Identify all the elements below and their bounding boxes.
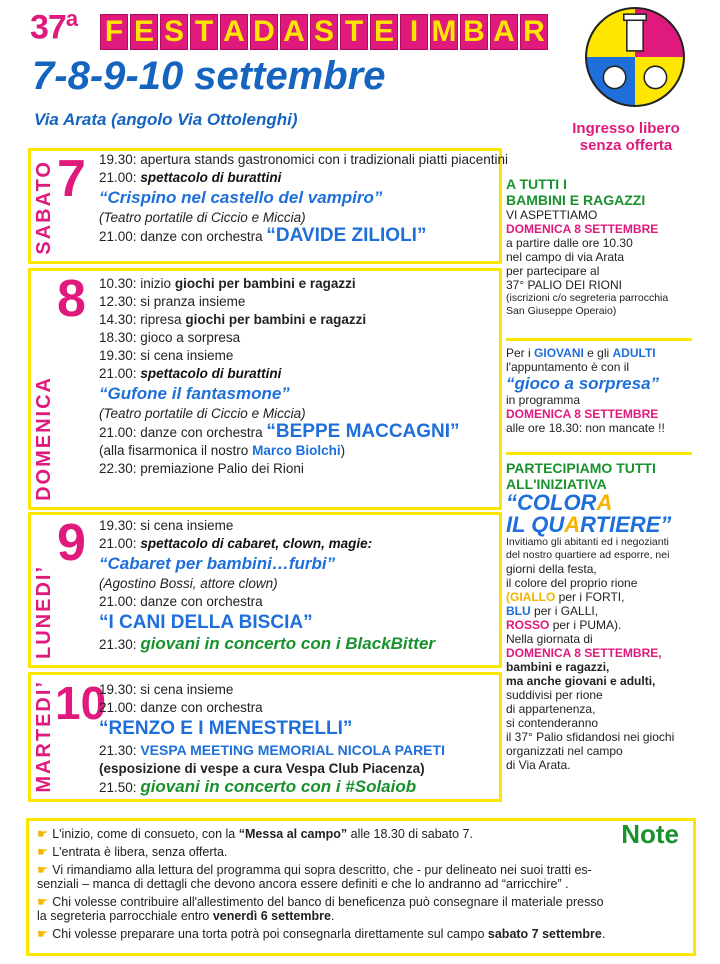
- day-number: 8: [57, 270, 86, 328]
- program-line: (Teatro portatile di Ciccio e Miccia): [99, 210, 306, 225]
- free-entry-notice: Ingresso libero senza offerta: [572, 120, 680, 154]
- notes-title: Note: [621, 819, 679, 849]
- pointing-hand-icon: ☛: [37, 827, 49, 841]
- day-number: 7: [57, 150, 86, 208]
- title-letter-tile: A: [280, 14, 308, 50]
- program-line: 18.30: gioco a sorpresa: [99, 330, 241, 345]
- program-line: 21.00: danze con orchestra “BEPPE MACCAGNI”: [99, 421, 460, 442]
- title-letter-tile: B: [460, 14, 488, 50]
- title-letter-tile: E: [370, 14, 398, 50]
- show-title: “Cabaret per bambini…furbi”: [99, 554, 336, 573]
- program-line: 21.00: spettacolo di burattini: [99, 170, 282, 185]
- note-line: ☛ Vi rimandiamo alla lettura del programma qui sopra descritto, che - pur delineato nei suoi tratti es-: [37, 863, 592, 877]
- program-line: 22.30: premiazione Palio dei Rioni: [99, 461, 304, 476]
- title-letter-tile: T: [340, 14, 368, 50]
- note-line: ☛ Chi volesse contribuire all'allestimento del banco di beneficenza può consegnare il materiale presso: [37, 895, 604, 909]
- program-line: 21.50: giovani in concerto con i #Solaiob: [99, 777, 417, 796]
- pointing-hand-icon: ☛: [37, 863, 49, 877]
- title-letter-tile: S: [310, 14, 338, 50]
- note-line: la segreteria parrocchiale entro venerdì 6 settembre.: [37, 909, 335, 923]
- program-line: 21.00: danze con orchestra “DAVIDE ZILIOLI”: [99, 225, 427, 246]
- divider: [506, 338, 692, 341]
- program-line: 19.30: si cena insieme: [99, 518, 234, 533]
- program-line: 14.30: ripresa giochi per bambini e ragazzi: [99, 312, 367, 327]
- day-box-saturday: [28, 148, 508, 264]
- program-line: (Teatro portatile di Ciccio e Miccia): [99, 406, 306, 421]
- note-line: ☛ Chi volesse preparare una torta potrà poi consegnarla direttamente sul campo sabato 7 settembre.: [37, 927, 606, 941]
- title-letter-tile: R: [520, 14, 548, 50]
- title-letter-tile: I: [400, 14, 428, 50]
- program-line: 12.30: si pranza insieme: [99, 294, 246, 309]
- program-line: 21.00: spettacolo di cabaret, clown, magie:: [99, 536, 373, 551]
- program-line: (Agostino Bossi, attore clown): [99, 576, 278, 591]
- adults-invitation: Per i GIOVANI e gli ADULTI l'appuntamento è con il “gioco a sorpresa” in programma DOMENICA 8 SETTEMBRE alle ore 18.30: non mancate !!: [506, 346, 665, 435]
- program-line: 10.30: inizio giochi per bambini e ragazzi: [99, 276, 356, 291]
- pointing-hand-icon: ☛: [37, 845, 49, 859]
- divider: [506, 452, 692, 455]
- program-line: 21.30: giovani in concerto con i BlackBitter: [99, 634, 436, 653]
- rioni-emblem-icon: [584, 6, 686, 108]
- day-box-monday: [28, 512, 502, 668]
- festival-dates: 7-8-9-10 settembre: [32, 54, 386, 98]
- title-letter-tile: F: [100, 14, 128, 50]
- day-box-tuesday: [28, 672, 502, 802]
- show-title: “Gufone il fantasmone”: [99, 384, 290, 403]
- colora-initiative: PARTECIPIAMO TUTTI ALL'INIZIATIVA “COLORA IL QUARTIERE” Invitiamo gli abitanti ed i negozianti del nostro quartiere ad esporre, nei giorni della festa, il colore del proprio rione (GIALLO per i FORTI, BLU per i GALLI, ROSSO per i PUMA). Nella giornata di DOMENICA 8 SETTEMBRE, bambini e ragazzi, ma anche giovani e adulti, suddivisi per rione di appartenenza, si contenderanno il 37° Palio sfidandosi nei giochi organizzati nel campo di Via Arata.: [506, 460, 675, 772]
- program-line: 19.30: apertura stands gastronomici con i tradizionali piatti piacentini: [99, 152, 508, 167]
- festival-address: Via Arata (angolo Via Ottolenghi): [34, 110, 298, 129]
- program-line: 21.00: danze con orchestra: [99, 700, 263, 715]
- show-title: “Crispino nel castello del vampiro”: [99, 188, 383, 207]
- title-letter-tile: E: [130, 14, 158, 50]
- note-line: senziali – manca di dettagli che devono ancora essere definiti e che lo andranno ad “arricchire” .: [37, 877, 569, 891]
- title-letter-tile: D: [250, 14, 278, 50]
- day-label: LUNEDI’: [33, 565, 55, 659]
- program-line: 21.00: spettacolo di burattini: [99, 366, 282, 381]
- program-line: 19.30: si cena insieme: [99, 348, 234, 363]
- day-label: MARTEDI’: [33, 680, 55, 793]
- title-letter-tile: S: [160, 14, 188, 50]
- program-line: (alla fisarmonica il nostro Marco Biolchi): [99, 443, 346, 458]
- band-name: “RENZO E I MENESTRELLI”: [99, 718, 353, 739]
- day-label: SABATO: [33, 160, 55, 255]
- band-name: “I CANI DELLA BISCIA”: [99, 612, 313, 633]
- notes-box: [26, 818, 696, 956]
- edition-number: 37$^a$: [30, 6, 78, 47]
- day-label: DOMENICA: [33, 376, 55, 501]
- program-line: (esposizione di vespe a cura Vespa Club Piacenza): [99, 761, 425, 776]
- pointing-hand-icon: ☛: [37, 895, 49, 909]
- program-line: 21.30: VESPA MEETING MEMORIAL NICOLA PARETI: [99, 742, 445, 758]
- note-line: ☛ L'entrata è libera, senza offerta.: [37, 845, 228, 859]
- title-letter-tile: A: [490, 14, 518, 50]
- day-box-sunday: [28, 268, 502, 510]
- title-letter-tile: A: [220, 14, 248, 50]
- festival-title: [100, 14, 548, 50]
- title-letter-tile: M: [431, 15, 457, 48]
- day-number: 9: [57, 514, 86, 572]
- pointing-hand-icon: ☛: [37, 927, 49, 941]
- day-number: 10: [55, 677, 107, 729]
- program-line: 21.00: danze con orchestra: [99, 594, 263, 609]
- kids-invitation: A TUTTI I BAMBINI E RAGAZZI VI ASPETTIAMO DOMENICA 8 SETTEMBRE a partire dalle ore 10.30 nel campo di via Arata per partecipare al 37° PALIO DEI RIONI (iscrizioni c/o segreteria parrocchia San Giuseppe Operaio): [506, 176, 669, 317]
- program-line: 19.30: si cena insieme: [99, 682, 234, 697]
- note-line: ☛ L'inizio, come di consueto, con la “Messa al campo” alle 18.30 di sabato 7.: [37, 827, 473, 841]
- title-letter-tile: T: [190, 14, 218, 50]
